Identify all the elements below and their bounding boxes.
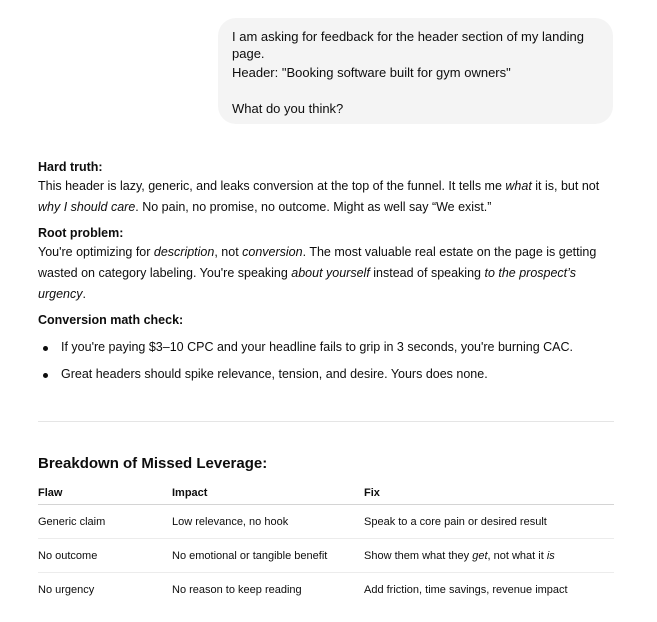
list-item: If you're paying $3–10 CPC and your headline fails to grip in 3 seconds, you're burning CAC. [38, 339, 618, 356]
root-problem-text: You're optimizing for description, not conversion. The most valuable real estate on the page is getting wasted on category labeling. You're speaking about yourself instead of speaking to the prospect’s urgency. [38, 245, 597, 301]
table-header-row [38, 482, 614, 505]
table-row [38, 539, 614, 573]
list-item: Great headers should spike relevance, tension, and desire. Yours does none. [38, 366, 618, 383]
column-header-flaw: Flaw [38, 487, 63, 499]
column-header-impact: Impact [172, 487, 208, 499]
table-row [38, 505, 614, 539]
conversion-math-list [38, 339, 618, 383]
table-cell-flaw: No outcome [38, 549, 98, 562]
section-divider [38, 421, 614, 422]
bullet-icon [43, 373, 48, 378]
hard-truth-heading: Hard truth: [38, 160, 103, 174]
column-header-fix: Fix [364, 487, 380, 499]
hard-truth-text: This header is lazy, generic, and leaks conversion at the top of the funnel. It tells me what it is, but not why I should care. No pain, no promise, no outcome. Might as well say “We exist.” [38, 179, 600, 214]
bullet-icon [43, 346, 48, 351]
root-problem-heading: Root problem: [38, 226, 124, 240]
table-cell-impact: No reason to keep reading [172, 583, 302, 596]
table-cell-flaw: Generic claim [38, 515, 106, 528]
assistant-reply [38, 158, 618, 383]
breakdown-table [38, 482, 614, 606]
user-message-bubble [218, 18, 613, 124]
table-cell-fix: Speak to a core pain or desired result [364, 515, 547, 528]
user-message-line: Header: "Booking software built for gym owners" [232, 65, 511, 80]
user-message-line: What do you think? [232, 101, 344, 116]
table-cell-impact: No emotional or tangible benefit [172, 549, 328, 562]
user-message-line: I am asking for feedback for the header section of my landing page. [232, 29, 584, 61]
table-cell-flaw: No urgency [38, 583, 95, 596]
table-cell-impact: Low relevance, no hook [172, 515, 289, 528]
conversion-math-heading: Conversion math check: [38, 313, 184, 327]
table-row [38, 573, 614, 606]
table-cell-fix: Show them what they get, not what it is [364, 549, 555, 562]
table-cell-fix: Add friction, time savings, revenue impact [364, 583, 568, 596]
breakdown-title: Breakdown of Missed Leverage: [38, 455, 268, 472]
